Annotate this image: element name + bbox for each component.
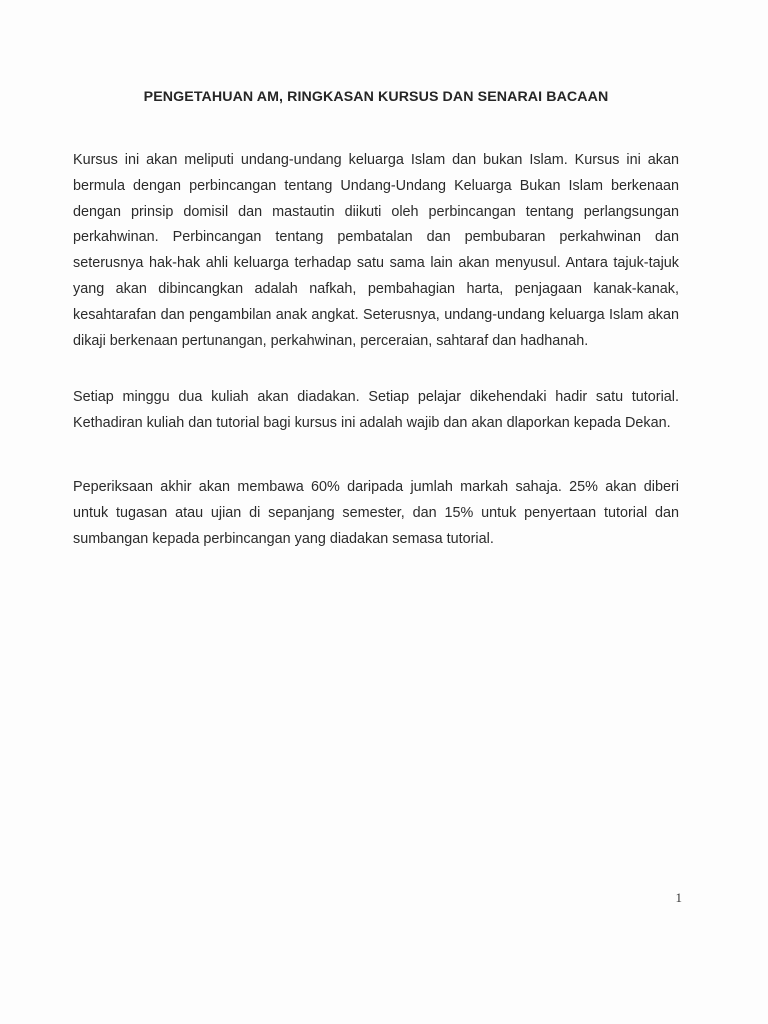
paragraph-assessment: Peperiksaan akhir akan membawa 60% daripada jumlah markah sahaja. 25% akan diberi untuk tugasan atau ujian di sepanjang semester, dan 15% untuk penyertaan tutorial dan sumbangan kepada perbincangan yang diadakan semasa tutorial. (73, 479, 679, 547)
paragraph-attendance: Setiap minggu dua kuliah akan diadakan. Setiap pelajar dikehendaki hadir satu tutorial. Kethadiran kuliah dan tutorial bagi kursus ini adalah wajib dan akan dlaporkan kepada Dekan. (73, 389, 679, 431)
document-heading: PENGETAHUAN AM, RINGKASAN KURSUS DAN SENARAI BACAAN (143, 89, 609, 105)
paragraph-course-overview: Kursus ini akan meliputi undang-undang keluarga Islam dan bukan Islam. Kursus ini akan bermula dengan perbincangan tentang Undang-Undang Keluarga Bukan Islam berkenaan dengan prinsip domisil dan mastautin diikuti oleh perbincangan tentang perlangsungan perkahwinan. Perbincangan tentang pembatalan dan pembubaran perkahwinan dan seterusnya hak-hak ahli keluarga terhadap satu sama lain akan menyusul. Antara tajuk-tajuk yang akan dibincangkan adalah nafkah, pembahagian harta, penjagaan kanak-kanak, kesahtarafan dan pengambilan anak angkat. Seterusnya, undang-undang keluarga Islam akan dikaji berkenaan pertunangan, perkahwinan, perceraian, sahtaraf dan hadhanah. (73, 152, 679, 349)
page-number: 1 (675, 890, 682, 905)
